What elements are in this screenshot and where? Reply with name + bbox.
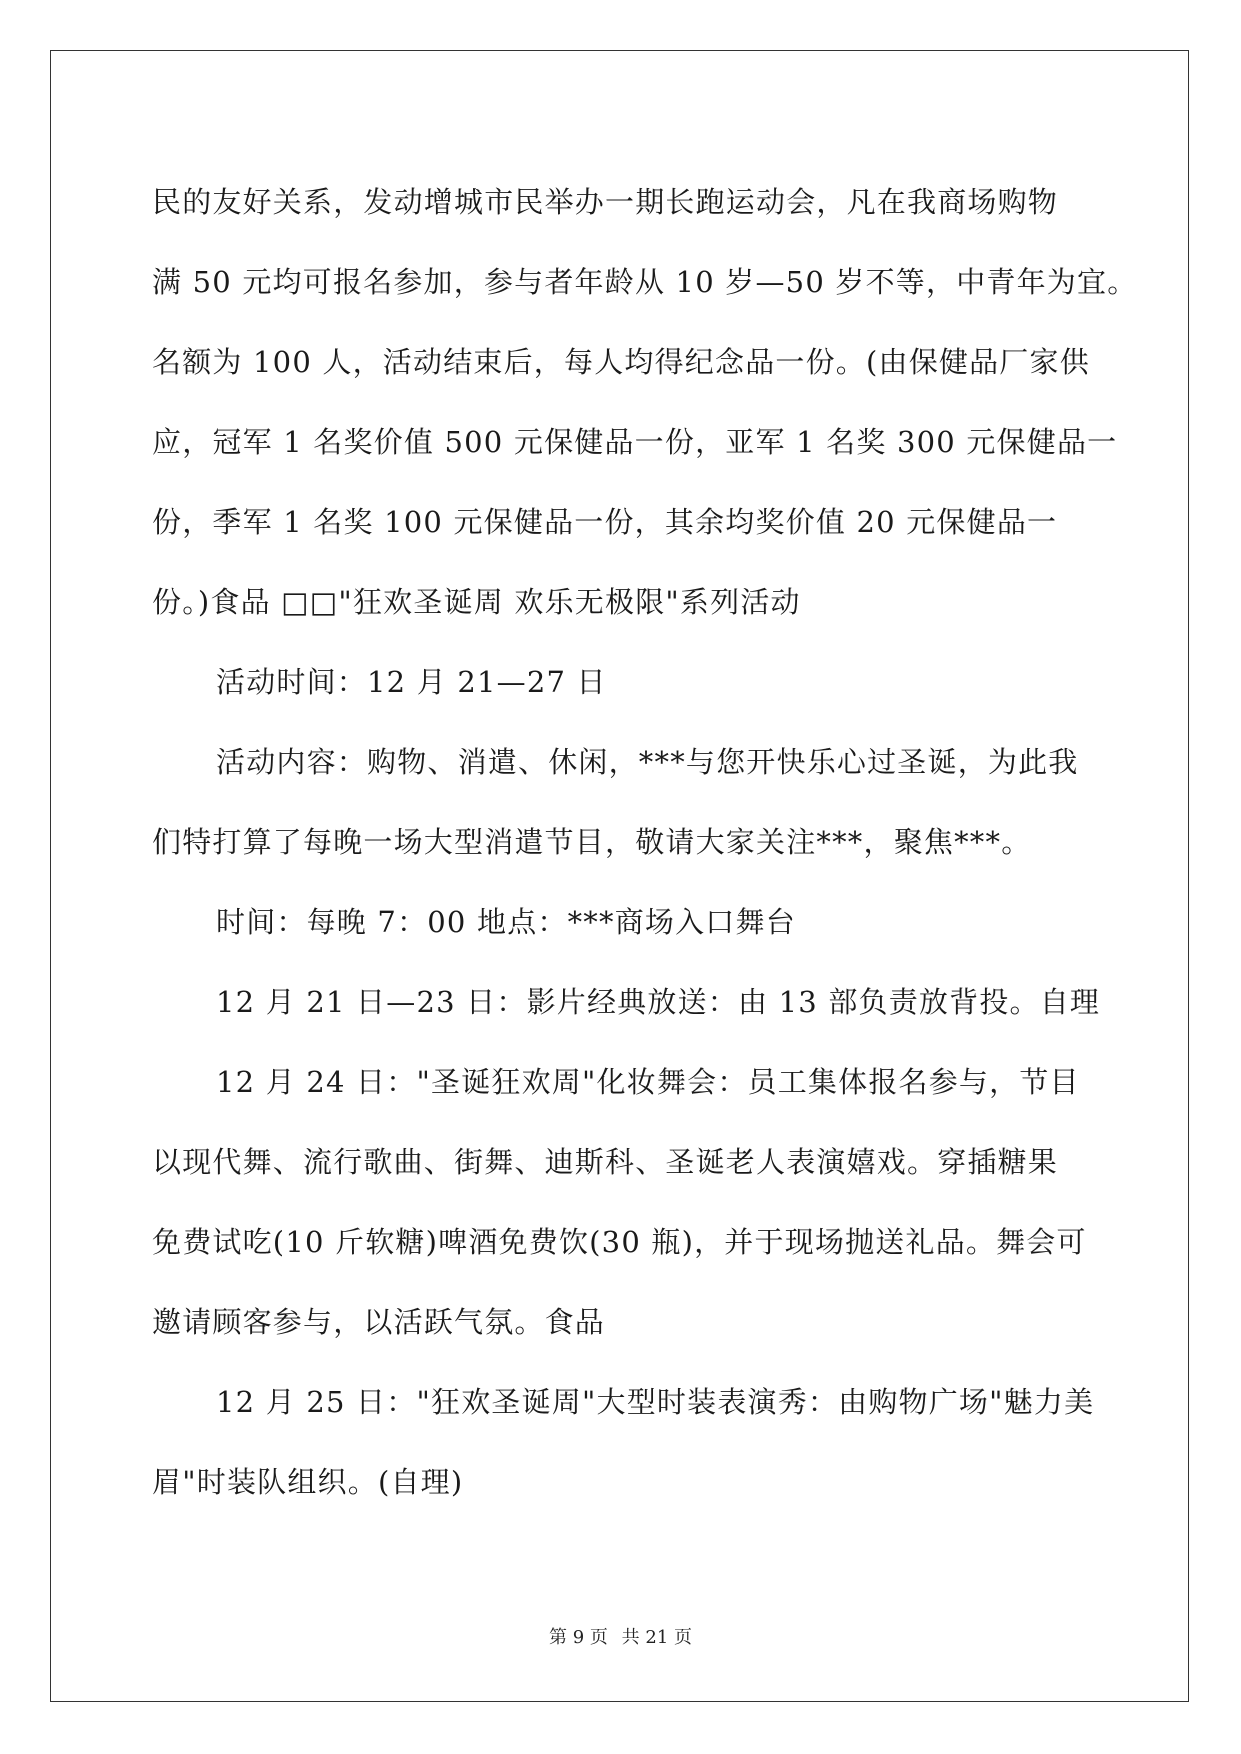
text-line: 12 月 24 日："圣诞狂欢周"化妆舞会：员工集体报名参与，节目	[216, 1065, 1080, 1099]
text-line: 12 月 25 日："狂欢圣诞周"大型时装表演秀：由购物广场"魅力美	[216, 1385, 1095, 1419]
text-line: 名额为 100 人，活动结束后，每人均得纪念品一份。(由保健品厂家供	[152, 345, 1090, 379]
text-line: 眉"时装队组织。(自理)	[152, 1465, 464, 1499]
text-line: 免费试吃(10 斤软糖)啤酒免费饮(30 瓶)，并于现场抛送礼品。舞会可	[152, 1225, 1087, 1259]
text-line: 应，冠军 1 名奖价值 500 元保健品一份，亚军 1 名奖 300 元保健品一	[152, 425, 1118, 459]
page-number: 第 9 页	[549, 1627, 608, 1648]
page-footer	[0, 1623, 1241, 1649]
text-line: 以现代舞、流行歌曲、街舞、迪斯科、圣诞老人表演嬉戏。穿插糖果	[152, 1145, 1059, 1179]
text-line: 活动内容：购物、消遣、休闲，***与您开快乐心过圣诞，为此我	[216, 745, 1079, 779]
text-line: 邀请顾客参与，以活跃气氛。食品	[152, 1305, 606, 1339]
text-line: 12 月 21 日—23 日：影片经典放送：由 13 部负责放背投。自理	[216, 985, 1101, 1019]
text-line: 时间：每晚 7：00 地点：***商场入口舞台	[216, 905, 796, 939]
text-line: 民的友好关系，发动增城市民举办一期长跑运动会，凡在我商场购物	[152, 185, 1059, 219]
text-line: 活动时间：12 月 21—27 日	[216, 665, 607, 699]
text-line: 份。)食品 □□"狂欢圣诞周 欢乐无极限"系列活动	[152, 585, 801, 619]
text-line: 们特打算了每晚一场大型消遣节目，敬请大家关注***，聚焦***。	[152, 825, 1032, 859]
page-total: 共 21 页	[621, 1627, 692, 1648]
text-line: 满 50 元均可报名参加，参与者年龄从 10 岁—50 岁不等，中青年为宜。	[152, 265, 1138, 299]
document-body	[152, 162, 1138, 1522]
text-line: 份，季军 1 名奖 100 元保健品一份，其余均奖价值 20 元保健品一	[152, 505, 1058, 539]
